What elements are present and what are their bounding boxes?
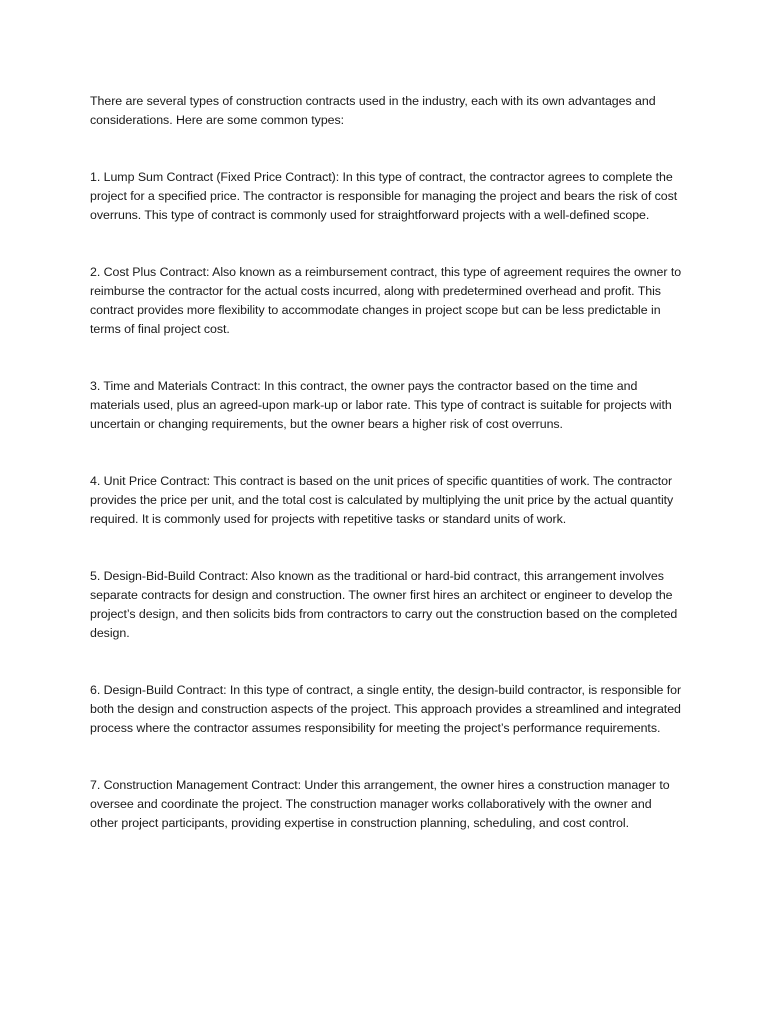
- contract-type-design-bid-build: 5. Design-Bid-Build Contract: Also known as the traditional or hard-bid contract, this arrangement involves separate contracts for design and construction. The owner first hires an architect or engineer to develop the project’s design, and then solicits bids from contractors to carry out the construction based on the completed design.: [90, 569, 678, 640]
- contract-type-unit-price: 4. Unit Price Contract: This contract is based on the unit prices of specific quantities of work. The contractor provides the price per unit, and the total cost is calculated by multiplying the unit price by the actual quantity required. It is commonly used for projects with repetitive tasks or standard units of work.: [90, 474, 674, 526]
- contract-type-construction-management: 7. Construction Management Contract: Under this arrangement, the owner hires a construction manager to oversee and coordinate the project. The construction manager works collaboratively with the owner and other project participants, providing expertise in construction planning, scheduling, and cost control.: [90, 778, 670, 830]
- contract-type-cost-plus: 2. Cost Plus Contract: Also known as a reimbursement contract, this type of agreement requires the owner to reimburse the contractor for the actual costs incurred, along with predetermined overhead and profit. This contract provides more flexibility to accommodate changes in project scope but can be less predictable in terms of final project cost.: [90, 265, 682, 336]
- contract-type-design-build: 6. Design-Build Contract: In this type of contract, a single entity, the design-build contractor, is responsible for both the design and construction aspects of the project. This approach provides a streamlined and integrated process where the contractor assumes responsibility for meeting the project’s performance requirements.: [90, 683, 682, 735]
- contract-type-lump-sum: 1. Lump Sum Contract (Fixed Price Contract): In this type of contract, the contractor agrees to complete the project for a specified price. The contractor is responsible for managing the project and bears the risk of cost overruns. This type of contract is commonly used for straightforward projects with a well-defined scope.: [90, 170, 678, 222]
- contract-type-time-and-materials: 3. Time and Materials Contract: In this contract, the owner pays the contractor based on the time and materials used, plus an agreed-upon mark-up or labor rate. This type of contract is suitable for projects with uncertain or changing requirements, but the owner bears a higher risk of cost overruns.: [90, 379, 672, 431]
- document-body: [90, 92, 682, 871]
- intro-paragraph: There are several types of construction contracts used in the industry, each with its own advantages and considerations. Here are some common types:: [90, 94, 656, 127]
